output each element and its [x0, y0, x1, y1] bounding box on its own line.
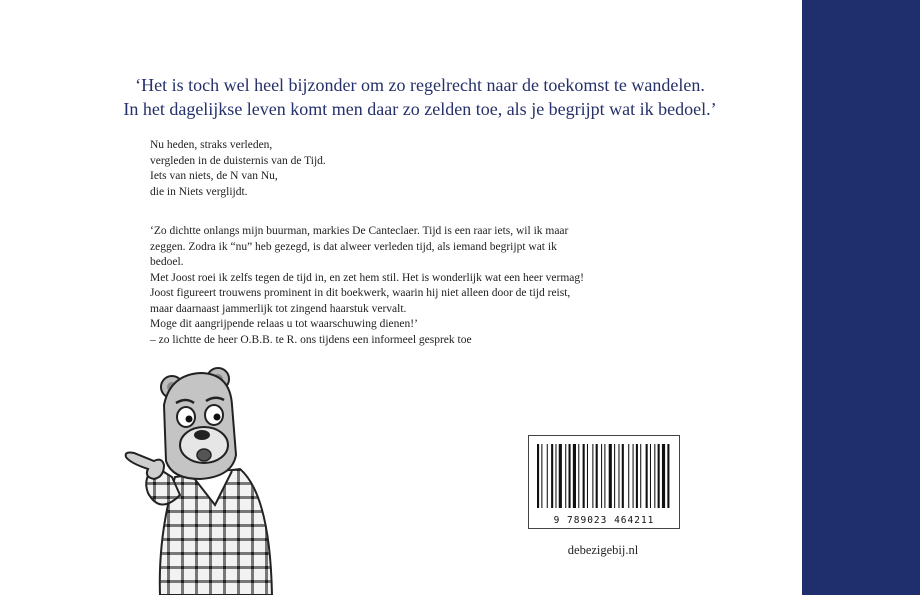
barcode: [528, 435, 680, 529]
poem-line: Iets van niets, de N van Nu,: [150, 170, 278, 182]
blurb-line: Moge dit aangrijpende relaas u tot waarschuwing dienen!’: [150, 318, 418, 330]
blurb-line: ‘Zo dichtte onlangs mijn buurman, markies De Canteclaer. Tijd is een raar iets, wil ik maar: [150, 225, 569, 237]
poem-line: Nu heden, straks verleden,: [150, 139, 273, 151]
quote-line-1: ‘Het is toch wel heel bijzonder om zo regelrecht naar de toekomst te wandelen.: [135, 75, 705, 95]
quote-line-2: In het dagelijkse leven komt men daar zo zelden toe, als je begrijpt wat ik bedoel.’: [123, 99, 717, 119]
poem-line: die in Niets verglijdt.: [150, 185, 248, 198]
poem: [150, 138, 326, 200]
quote: [70, 73, 770, 121]
poem-line: vergleden in de duisternis van de Tijd.: [150, 154, 326, 167]
blurb-line: maar daarnaast jammerlijk tot zingend haarstuk vervalt.: [150, 302, 407, 315]
blurb-line: Met Joost roei ik zelfs tegen de tijd in, en zet hem stil. Het is wonderlijk wat een heer vermag!: [150, 271, 584, 284]
spine-panel: [802, 0, 920, 595]
publisher-website[interactable]: debezigebij.nl: [567, 543, 639, 557]
blurb-line: bedoel.: [150, 256, 184, 268]
isbn-number: 9 789023 464211: [553, 515, 655, 526]
blurb-line: – zo lichtte de heer O.B.B. te R. ons tijdens een informeel gesprek toe: [150, 333, 472, 346]
blurb-line: Joost figureert trouwens prominent in dit boekwerk, waarin hij niet alleen door de tijd reist,: [150, 287, 571, 299]
blurb-text: [150, 224, 710, 348]
bear-pointing-icon: [120, 365, 280, 595]
barcode-bars: [529, 436, 679, 514]
blurb-line: zeggen. Zodra ik “nu” heb gezegd, is dat alweer verleden tijd, als iemand begrijpt wat ik: [150, 240, 557, 253]
